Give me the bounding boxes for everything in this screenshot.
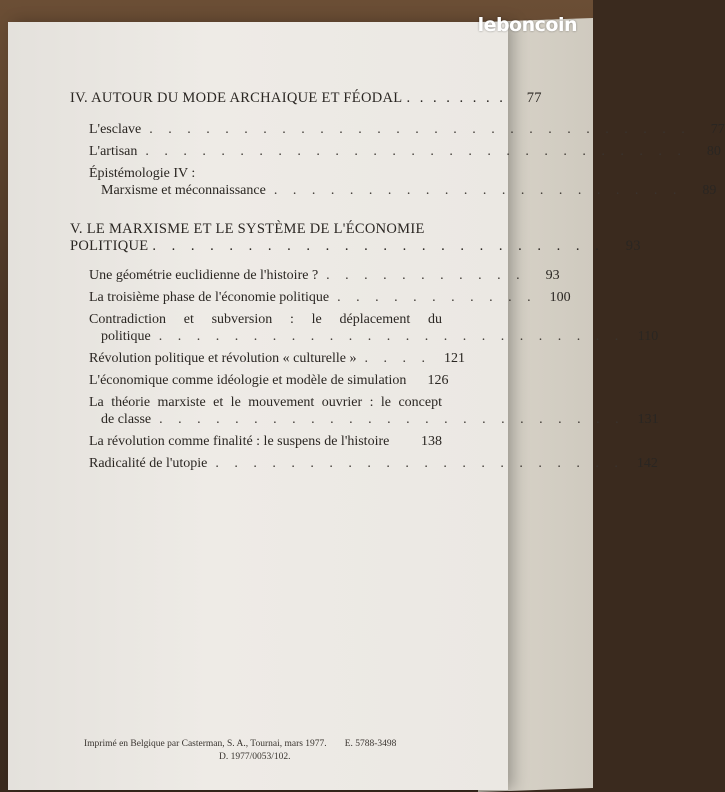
part-v-title-line2: POLITIQUE <box>70 238 149 254</box>
part-iv-heading <box>70 90 542 107</box>
entry-line2 <box>89 182 717 199</box>
printer-colophon <box>84 738 396 764</box>
toc-entry <box>89 372 449 389</box>
dot-leader: . . . . . . . . . . . . . . . . . . . . . . . . . . . . . <box>149 122 691 137</box>
toc-part-iv <box>70 90 725 199</box>
entry-label: L'économique comme idéologie et modèle de simulation <box>89 373 407 388</box>
entry-label-line2: politique <box>101 329 151 344</box>
legal-code-e: E. 5788-3498 <box>344 739 397 749</box>
entry-label: La troisième phase de l'économie politique <box>89 290 330 305</box>
entry-label: Radicalité de l'utopie <box>89 456 208 471</box>
entry-page: 121 <box>444 351 466 366</box>
dot-leader: . . . . <box>364 351 432 366</box>
entry-page: 126 <box>427 373 449 388</box>
leboncoin-logo: leboncoin <box>477 14 577 36</box>
part-v-heading-line2 <box>70 238 641 255</box>
toc-entry <box>89 143 721 160</box>
table-of-contents <box>70 90 725 477</box>
toc-entry <box>89 455 658 472</box>
colophon-line2 <box>84 751 396 764</box>
entry-label: L'artisan <box>89 144 138 159</box>
entry-label-line2: Marxisme et méconnaissance <box>101 183 266 198</box>
entry-label-line1: Épistémologie IV : <box>89 166 196 181</box>
printer-text: Imprimé en Belgique par Casterman, S. A., Tournai, mars 1977. <box>84 739 327 749</box>
entry-page: 100 <box>549 290 571 305</box>
entry-page: 110 <box>637 329 659 344</box>
entry-line2 <box>89 328 659 345</box>
toc-entry <box>89 350 466 367</box>
entry-label-line2: de classe <box>101 412 152 427</box>
legal-code-d: D. 1977/0053/102. <box>219 752 291 762</box>
dot-leader: . . . . . . . . <box>406 90 506 106</box>
entry-page: 138 <box>421 434 442 449</box>
part-iv-page: 77 <box>526 90 542 106</box>
toc-entry <box>89 433 442 450</box>
part-v-page: 93 <box>625 238 641 254</box>
entry-page: 80 <box>706 144 721 159</box>
toc-entry <box>89 394 659 428</box>
entry-page: 89 <box>702 183 717 198</box>
entry-page: 77 <box>710 122 725 137</box>
entry-label: Révolution politique et révolution « culturelle » <box>89 351 357 366</box>
entry-page: 131 <box>637 412 659 427</box>
toc-entry <box>89 289 571 306</box>
colophon-line1 <box>84 738 396 751</box>
entry-label: L'esclave <box>89 122 142 137</box>
entry-label: Une géométrie euclidienne de l'histoire ? <box>89 268 319 283</box>
part-v-title-line1: V. LE MARXISME ET LE SYSTÈME DE L'ÉCONOMIE <box>70 221 425 237</box>
dot-leader: . . . . . . . . . . . . . . . . . . . . . . . . . <box>158 329 625 344</box>
dot-leader: . . . . . . . . . . . . . . . . . . . . . . <box>273 183 683 198</box>
dot-leader: . . . . . . . . . . . . . . . . . . . . . . <box>215 456 624 471</box>
part-iv-entries <box>70 121 725 199</box>
toc-entry <box>89 311 659 345</box>
entry-label: La révolution comme finalité : le suspens de l'histoire <box>89 434 390 449</box>
entry-line2 <box>89 411 659 428</box>
entry-page: 93 <box>545 268 560 283</box>
toc-part-v <box>70 221 659 472</box>
toc-entry <box>89 267 560 284</box>
entry-label-line1: Contradiction et subversion : le déplacement du <box>89 312 442 327</box>
toc-entry <box>89 165 717 199</box>
dot-leader: . . . . . . . . . . . . . . . . . . . . . . . . <box>152 238 605 254</box>
part-v-heading-line1 <box>70 221 442 238</box>
toc-entry <box>89 121 725 138</box>
dot-leader: . . . . . . . . . . . <box>326 268 526 283</box>
dot-leader: . . . . . . . . . . . <box>337 290 537 305</box>
entry-page: 142 <box>636 456 658 471</box>
part-iv-title: IV. AUTOUR DU MODE ARCHAIQUE ET FÉODAL <box>70 90 403 106</box>
entry-label-line1: La théorie marxiste et le mouvement ouvrier : le concept <box>89 395 442 410</box>
dot-leader: . . . . . . . . . . . . . . . . . . . . . . . . . <box>159 412 625 427</box>
dot-leader: . . . . . . . . . . . . . . . . . . . . . . . . . . . . . <box>145 144 687 159</box>
part-v-entries <box>70 267 659 472</box>
